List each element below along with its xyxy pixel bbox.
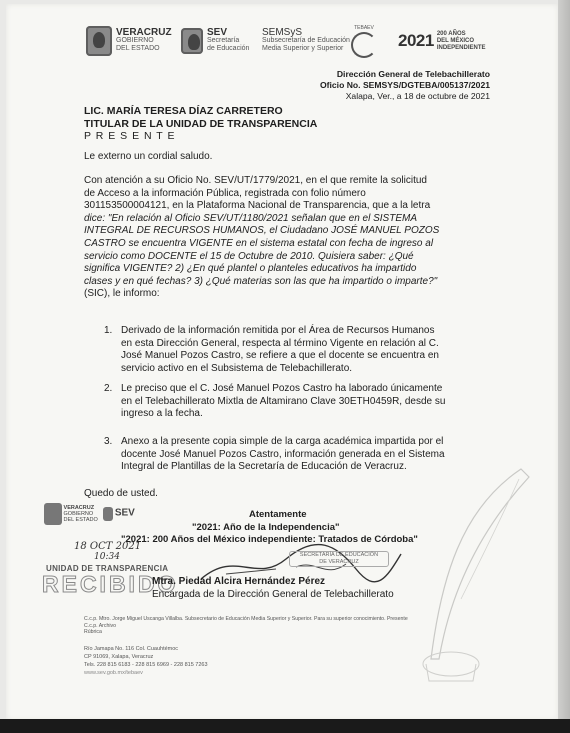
recipient-title: TITULAR DE LA UNIDAD DE TRANSPARENCIA — [84, 117, 318, 130]
semsys-sub1: Subsecretaría de Educación — [262, 37, 350, 44]
list-number: 3. — [104, 436, 113, 447]
body-line: de Acceso a la información Pública, registrada con folio número — [84, 187, 366, 199]
stamp-unit: UNIDAD DE TRANSPARENCIA — [46, 564, 169, 573]
list-item-1 — [121, 325, 487, 375]
veracruz-name: VERACRUZ — [116, 27, 172, 38]
ccp-block — [84, 616, 464, 636]
tebaev-name: TEBAEV — [354, 25, 374, 31]
ccp-line2: C.c.p. Archivo — [84, 622, 117, 629]
semsys-name: SEMSyS — [262, 27, 303, 38]
body-paragraph — [84, 175, 487, 301]
closing-motto-1: "2021: Año de la Independencia" — [192, 522, 340, 533]
item-line: docente José Manuel Pozos Castro, información generada en el Sistema — [121, 448, 445, 460]
stamp-time: 10:34 — [94, 552, 120, 562]
bottom-bar — [0, 719, 570, 733]
stamp-received: RECIBIDO — [42, 571, 179, 597]
semsys-logo — [258, 24, 350, 58]
item-line: José Manuel Pozos Castro, se refiere a que el docente se encuentra en — [121, 350, 439, 362]
sev-name: SEV — [207, 27, 228, 38]
veracruz-seal-icon — [86, 26, 112, 56]
tebaev-logo — [351, 24, 377, 58]
recipient-block — [84, 105, 317, 143]
recipient-name: LIC. MARÍA TERESA DÍAZ CARRETERO — [84, 105, 283, 117]
oficio-number: Oficio No. SEMSYS/DGTEBA/005137/2021 — [319, 80, 490, 90]
closing-quedo: Quedo de usted. — [84, 488, 158, 499]
body-line: clases y en qué fechas? 3) ¿Qué materias son las que ha impartido o imparte?" — [84, 275, 438, 287]
signer-role: Encargada de la Dirección General de Telebachillerato — [152, 589, 394, 600]
item-line: Integral de Plantillas de la Secretaría de Educación de Veracruz. — [121, 461, 407, 473]
item-line: Anexo a la presente copia simple de la carga académica impartida por el — [121, 436, 444, 447]
stamp-line3: DEL ESTADO — [63, 517, 98, 523]
meta-block — [190, 69, 490, 102]
body-line: dice: "En relación al Oficio SEV/UT/1180/2021 señalan que en el SISTEMA — [84, 212, 417, 224]
ccp-line1: C.c.p. Mtro. Jorge Miguel Uscanga Villalba. Subsecretario de Educación Media Superior y Superior. Para su superior conocimiento. Presente — [84, 616, 408, 622]
signer-name: Mtra. Piedad Alcira Hernández Pérez — [152, 576, 326, 587]
veracruz-line2: GOBIERNO — [116, 37, 154, 44]
body-line: servicio como DOCENTE el 15 de Octubre de 2010. Quisiera saber: ¿Qué — [84, 250, 414, 262]
item-line: Derivado de la información remitida por el Área de Recursos Humanos — [121, 325, 435, 336]
bicentenario-year: 2021 — [398, 31, 434, 50]
closing-motto-2: "2021: 200 Años del México independiente: Tratados de Córdoba" — [121, 534, 418, 545]
list-number: 2. — [104, 383, 113, 394]
quill-watermark-icon — [401, 459, 541, 689]
address-phones: Tels. 228 815 6183 - 228 815 6969 - 228 815 7263 — [84, 662, 208, 668]
address-line1: Río Jamapa No. 116 Col. Cuauhtémoc — [84, 646, 179, 652]
body-line: Con atención a su Oficio No. SEV/UT/1779/2021, en el que remite la solicitud — [84, 175, 427, 186]
item-line: Le preciso que el C. José Manuel Pozos Castro ha laborado únicamente — [121, 383, 443, 394]
body-line: INTEGRAL DE RECURSOS HUMANOS, el Ciudadano JOSÉ MANUEL POZOS — [84, 225, 440, 237]
letter-page — [6, 4, 558, 720]
item-line: en esta Dirección General, respecta al término Vigente en relación al C. — [121, 337, 439, 349]
receipt-stamp — [44, 503, 135, 525]
stamp-seal-icon — [44, 503, 62, 525]
body-line: (SIC), le informo: — [84, 288, 160, 300]
sev-sub2: de Educación — [207, 45, 250, 52]
ccp-line3: Rúbrica — [84, 629, 102, 636]
footer-address — [84, 645, 208, 677]
closing-atentamente: Atentamente — [249, 509, 307, 520]
sec-stamp-line2: DE VERACRUZ — [319, 559, 359, 565]
bicentenario-line2: DEL MÉXICO — [436, 37, 475, 44]
veracruz-logo — [86, 24, 172, 58]
bicentenario-line1: 200 AÑOS — [436, 30, 466, 37]
tebaev-mark-icon — [351, 32, 377, 58]
item-line: servicio activo en el Subsistema de Telebachillerato. — [121, 362, 353, 374]
direccion-line: Dirección General de Telebachillerato — [336, 69, 490, 79]
veracruz-line3: DEL ESTADO — [116, 45, 160, 52]
address-line2: CP 91069, Xalapa, Veracruz — [84, 654, 154, 660]
stamp-date: 18 OCT 2021 — [74, 541, 142, 552]
semsys-sub2: Media Superior y Superior — [262, 45, 344, 52]
body-line: 301153500004121, en la Plataforma Nacional de Transparencia, que a la letra — [84, 200, 431, 212]
address-web: www.sev.gob.mx/tebaev — [84, 670, 143, 676]
list-number: 1. — [104, 325, 113, 336]
stamp-line2: GOBIERNO — [63, 511, 94, 517]
body-line: significa VIGENTE? 2) ¿En qué plantel o planteles educativos ha impartido — [84, 263, 417, 275]
sec-stamp-line1: SECRETARÍA DE EDUCACIÓN — [299, 552, 379, 558]
bicentenario-line3: INDEPENDIENTE — [436, 44, 486, 51]
stamp-sev-icon — [103, 507, 113, 521]
stamp-line1: VERACRUZ — [63, 505, 95, 511]
body-line: CASTRO se encuentra VIGENTE en el sistema estatal con fecha de ingreso al — [84, 237, 434, 249]
sev-emblem-icon — [181, 28, 203, 54]
bicentenario-logo — [398, 24, 486, 58]
secretaria-stamp — [289, 551, 389, 567]
greeting: Le externo un cordial saludo. — [84, 151, 213, 162]
item-line: en el Telebachillerato Mixtla de Altamirano Clave 30ETH0459R, desde su — [121, 395, 446, 407]
page-edge-shadow — [558, 0, 570, 719]
document-date: Xalapa, Ver., a 18 de octubre de 2021 — [345, 91, 490, 101]
sev-sub1: Secretaría — [207, 37, 240, 44]
list-item-2 — [121, 383, 487, 421]
item-line: ingreso a la fecha. — [121, 408, 203, 420]
recipient-presente: P R E S E N T E — [84, 130, 176, 142]
sev-logo — [181, 24, 249, 58]
stamp-sev: SEV — [114, 507, 135, 519]
